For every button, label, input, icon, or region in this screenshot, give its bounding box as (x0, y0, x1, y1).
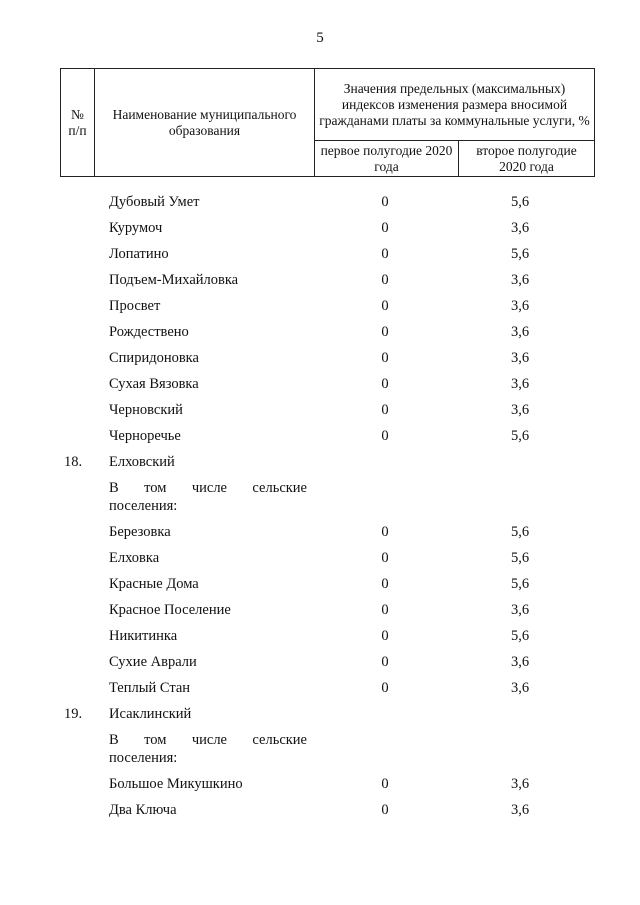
subheading-row (0, 475, 640, 519)
table-row (0, 319, 640, 345)
first-half-value: 0 (381, 524, 389, 540)
municipality-name: Сухая Вязовка (109, 376, 199, 392)
first-half-value: 0 (381, 576, 389, 592)
municipality-name: Черновский (109, 402, 183, 418)
table-row (0, 771, 640, 797)
municipality-name: Рождествено (109, 324, 189, 340)
municipality-name: Теплый Стан (109, 680, 191, 696)
table-row (0, 449, 640, 475)
first-half-value: 0 (381, 602, 389, 618)
second-half-value: 3,6 (510, 324, 530, 340)
table-row (0, 215, 640, 241)
second-half-value: 5,6 (510, 524, 530, 540)
first-half-value: 0 (381, 776, 389, 792)
municipality-name: Дубовый Умет (109, 194, 200, 210)
second-half-value: 3,6 (510, 376, 530, 392)
second-half-value: 3,6 (510, 680, 530, 696)
municipality-name: Спиридоновка (109, 350, 199, 366)
municipality-name: Елховка (109, 550, 160, 566)
second-half-value: 3,6 (510, 350, 530, 366)
first-half-value: 0 (381, 246, 389, 262)
second-half-value: 3,6 (510, 802, 530, 818)
table-row (0, 189, 640, 215)
table-row (0, 423, 640, 449)
municipality-name: Большое Микушкино (109, 776, 243, 792)
first-half-value: 0 (381, 272, 389, 288)
first-half-value: 0 (381, 680, 389, 696)
table-row (0, 701, 640, 727)
table-row (0, 241, 640, 267)
header-second-half: второе полугодие 2020 года (459, 141, 595, 177)
first-half-value: 0 (381, 402, 389, 418)
municipality-name: Исаклинский (109, 706, 192, 722)
subheading-text: В том числе сельские поселения: (109, 732, 307, 766)
second-half-value: 5,6 (510, 576, 530, 592)
municipality-name: Подъем-Михайловка (109, 272, 239, 288)
table-body (0, 189, 640, 823)
first-half-value: 0 (381, 350, 389, 366)
subheading-text: В том числе сельские поселения: (109, 480, 307, 514)
first-half-value: 0 (381, 654, 389, 670)
municipality-name: Красные Дома (109, 576, 199, 592)
table-row (0, 519, 640, 545)
table-row (0, 797, 640, 823)
second-half-value: 3,6 (510, 654, 530, 670)
municipality-name: Елховский (109, 454, 175, 470)
second-half-value: 3,6 (510, 272, 530, 288)
table-row (0, 293, 640, 319)
municipality-name: Черноречье (109, 428, 181, 444)
header-num: № п/п (61, 69, 95, 177)
second-half-value: 3,6 (510, 602, 530, 618)
row-number: 19. (64, 706, 83, 722)
table-row (0, 623, 640, 649)
table-row (0, 545, 640, 571)
table-row (0, 345, 640, 371)
header-values: Значения предельных (максимальных) индексов изменения размера вносимой гражданами платы за коммунальные услуги, % (315, 69, 595, 141)
second-half-value: 3,6 (510, 220, 530, 236)
table-row (0, 371, 640, 397)
municipality-name: Сухие Аврали (109, 654, 197, 670)
second-half-value: 5,6 (510, 550, 530, 566)
table-row (0, 571, 640, 597)
second-half-value: 3,6 (510, 776, 530, 792)
first-half-value: 0 (381, 550, 389, 566)
first-half-value: 0 (381, 628, 389, 644)
first-half-value: 0 (381, 324, 389, 340)
table-row (0, 397, 640, 423)
subheading-row (0, 727, 640, 771)
second-half-value: 3,6 (510, 298, 530, 314)
municipality-name: Лопатино (109, 246, 169, 262)
header-name: Наименование муниципального образования (95, 69, 315, 177)
municipality-name: Березовка (109, 524, 171, 540)
first-half-value: 0 (381, 298, 389, 314)
row-number: 18. (64, 454, 83, 470)
table-row (0, 675, 640, 701)
municipality-name: Два Ключа (109, 802, 177, 818)
table-row (0, 597, 640, 623)
municipality-name: Просвет (109, 298, 161, 314)
second-half-value: 5,6 (510, 246, 530, 262)
header-first-half: первое полугодие 2020 года (315, 141, 459, 177)
second-half-value: 3,6 (510, 402, 530, 418)
second-half-value: 5,6 (510, 194, 530, 210)
municipality-name: Никитинка (109, 628, 178, 644)
first-half-value: 0 (381, 802, 389, 818)
page-number: 5 (316, 30, 324, 46)
municipality-name: Курумоч (109, 220, 163, 236)
municipality-name: Красное Поселение (109, 602, 231, 618)
first-half-value: 0 (381, 220, 389, 236)
first-half-value: 0 (381, 376, 389, 392)
table-row (0, 649, 640, 675)
first-half-value: 0 (381, 194, 389, 210)
table-header (60, 68, 595, 177)
first-half-value: 0 (381, 428, 389, 444)
second-half-value: 5,6 (510, 428, 530, 444)
table-row (0, 267, 640, 293)
second-half-value: 5,6 (510, 628, 530, 644)
